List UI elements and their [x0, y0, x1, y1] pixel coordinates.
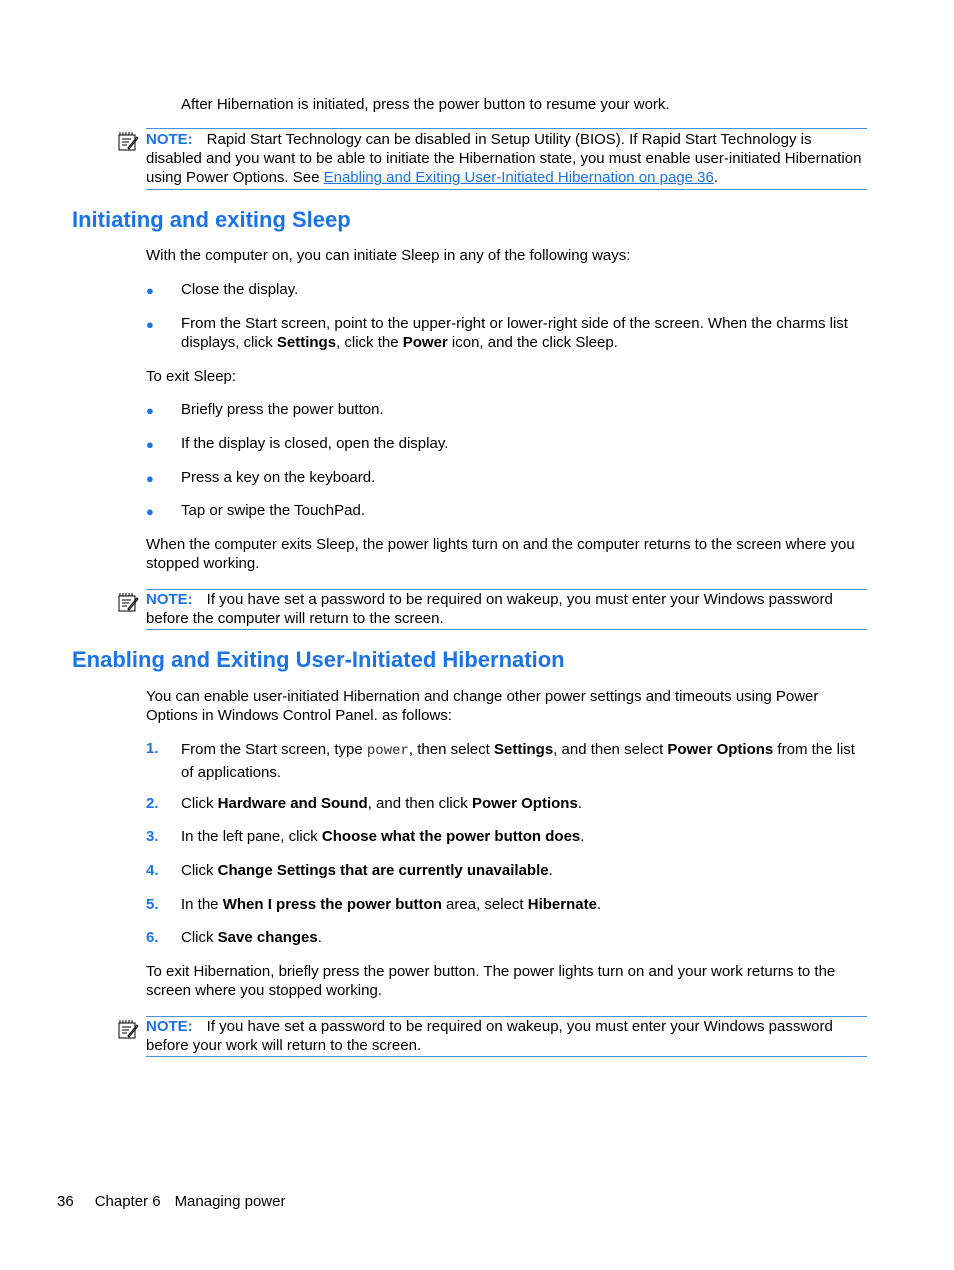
step-text: Click [181, 862, 218, 879]
exit-sleep-label: To exit Sleep: [146, 368, 237, 385]
exit-bullet-4: Tap or swipe the TouchPad. [181, 502, 366, 519]
sleep-bullet-2 [181, 314, 871, 352]
chapter-label: Chapter 6 [94, 1193, 161, 1210]
chapter-title: Managing power [174, 1193, 286, 1210]
bold-text: Hibernate [527, 896, 597, 913]
step-text: , then select [408, 741, 494, 758]
bold-text: Choose what the power button does [321, 828, 581, 845]
step-5 [181, 895, 871, 914]
page-footer [57, 1192, 285, 1211]
step-6 [181, 928, 871, 947]
step-2 [181, 794, 871, 813]
bullet-dot-icon: ● [146, 317, 154, 332]
step-text: In the [181, 896, 223, 913]
step-text: . [580, 828, 585, 845]
step-text: In the left pane, click [181, 828, 322, 845]
note-box-hibernation [146, 1016, 867, 1057]
note-label: NOTE: [146, 1018, 193, 1035]
bold-text: Settings [493, 741, 554, 758]
bold-settings: Settings [276, 334, 337, 351]
step-text: . [317, 929, 322, 946]
bullet-dot-icon: ● [146, 283, 154, 298]
note-label: NOTE: [146, 591, 193, 608]
bullet-text: , click the [336, 334, 403, 351]
note-box-sleep [146, 589, 867, 630]
bullet-dot-icon: ● [146, 504, 154, 519]
step-number: 5. [146, 896, 159, 913]
step-number: 3. [146, 828, 159, 845]
step-text: From the Start screen, type [181, 741, 367, 758]
command-power: power [366, 743, 409, 759]
bold-text: Change Settings that are currently unavailable [217, 862, 549, 879]
step-text: area, select [441, 896, 528, 913]
step-text: Click [181, 929, 218, 946]
page-number: 36 [57, 1193, 74, 1210]
step-text: . [577, 795, 582, 812]
note-box-rapid-start [146, 128, 867, 190]
step-4 [181, 861, 871, 880]
note-pad-icon [117, 131, 139, 151]
step-3 [181, 827, 871, 846]
intro-text: After Hibernation is initiated, press the power button to resume your work. [181, 96, 670, 113]
hibernation-intro: You can enable user-initiated Hibernation and change other power settings and timeouts using Power Options in Windows Control Panel. as follows: [146, 688, 819, 724]
bullet-text: icon, and the click Sleep. [447, 334, 618, 351]
step-text: from the list of applications. [181, 741, 855, 781]
bold-power: Power [402, 334, 448, 351]
step-text: . [596, 896, 602, 913]
step-number: 2. [146, 795, 159, 812]
bullet-dot-icon: ● [146, 437, 154, 452]
step-number: 6. [146, 929, 159, 946]
note-label: NOTE: [146, 131, 193, 148]
note-pad-icon [117, 592, 139, 612]
step-1 [181, 739, 861, 783]
bullet-dot-icon: ● [146, 471, 154, 486]
step-number: 1. [146, 740, 159, 757]
step-text: , and then select [553, 741, 668, 758]
note-text: If you have set a password to be required on wakeup, you must enter your Windows password before the computer will return to the screen. [146, 591, 833, 627]
bold-text: Hardware and Sound [217, 795, 368, 812]
bold-text: Power Options [667, 741, 774, 758]
section-title-sleep: Initiating and exiting Sleep [72, 207, 351, 232]
note-end: . [713, 169, 719, 186]
hibernation-closing: To exit Hibernation, briefly press the power button. The power lights turn on and your work returns to the screen where you stopped working. [146, 963, 836, 999]
note-text: If you have set a password to be required on wakeup, you must enter your Windows password before your work will return to the screen. [146, 1018, 833, 1054]
hibernation-page-link[interactable]: Enabling and Exiting User-Initiated Hibernation on page 36 [323, 169, 714, 186]
section-title-hibernation: Enabling and Exiting User-Initiated Hibernation [72, 647, 565, 672]
step-text: Click [181, 795, 218, 812]
sleep-bullet-1: Close the display. [181, 281, 299, 298]
step-number: 4. [146, 862, 159, 879]
exit-bullet-1: Briefly press the power button. [181, 401, 384, 418]
note-text: Rapid Start Technology can be disabled in Setup Utility (BIOS). If Rapid Start Technology is disabled and you want to be able to initiate the Hibernation state, you must enable user-initiated Hibernation using Power Options. See [146, 131, 862, 186]
exit-bullet-3: Press a key on the keyboard. [181, 469, 376, 486]
bullet-dot-icon: ● [146, 403, 154, 418]
exit-bullet-2: If the display is closed, open the display. [181, 435, 449, 452]
sleep-intro: With the computer on, you can initiate Sleep in any of the following ways: [146, 247, 631, 264]
bullet-text: From the Start screen, point to the upper-right or lower-right side of the screen. When the charms list displays, click [181, 315, 848, 351]
bold-text: When I press the power button [222, 896, 442, 913]
bold-text: Power Options [471, 795, 578, 812]
step-text: , and then click [367, 795, 472, 812]
note-pad-icon [117, 1019, 139, 1039]
step-text: . [548, 862, 553, 879]
bold-text: Save changes [217, 929, 318, 946]
sleep-closing: When the computer exits Sleep, the power lights turn on and the computer returns to the screen where you stopped working. [146, 536, 855, 572]
